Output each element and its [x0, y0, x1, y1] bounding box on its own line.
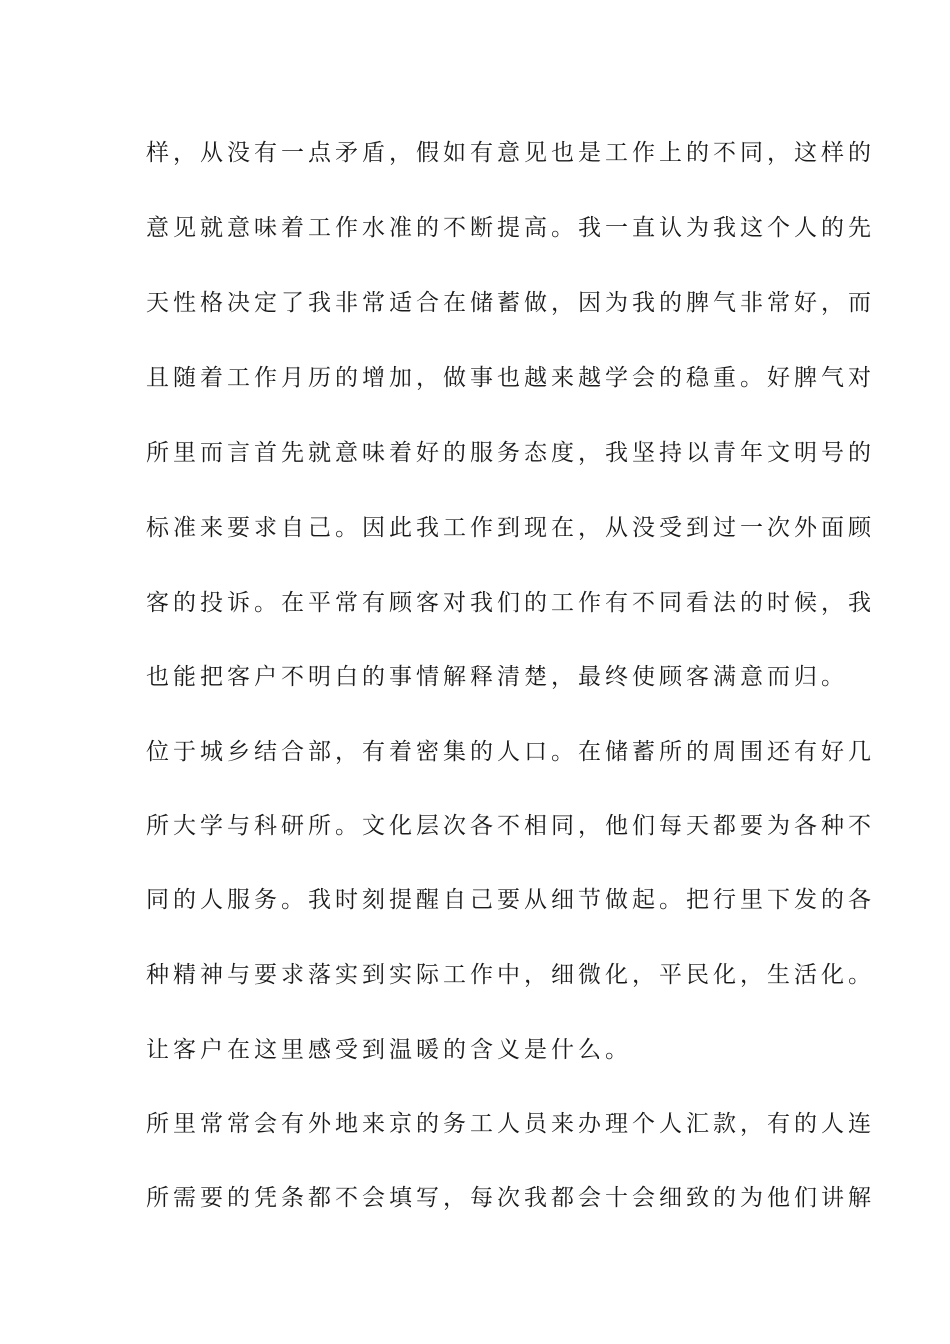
- text-line-10: 所大学与科研所。文化层次各不相同，他们每天都要为各种不: [146, 813, 875, 839]
- text-line-1: 样，从没有一点矛盾，假如有意见也是工作上的不同，这样的: [146, 140, 875, 166]
- text-line-11: 同的人服务。我时刻提醒自己要从细节做起。把行里下发的各: [146, 887, 875, 913]
- text-line-8: 也能把客户不明白的事情解释清楚，最终使顾客满意而归。: [146, 664, 848, 690]
- text-line-14: 所里常常会有外地来京的务工人员来办理个人汇款，有的人连: [146, 1111, 875, 1137]
- text-line-7: 客的投诉。在平常有顾客对我们的工作有不同看法的时候，我: [146, 590, 875, 616]
- text-line-2: 意见就意味着工作水准的不断提高。我一直认为我这个人的先: [146, 215, 875, 241]
- text-line-6: 标准来要求自己。因此我工作到现在，从没受到过一次外面顾: [146, 515, 875, 541]
- text-line-5: 所里而言首先就意味着好的服务态度，我坚持以青年文明号的: [146, 440, 875, 466]
- text-line-9: 位于城乡结合部，有着密集的人口。在储蓄所的周围还有好几: [146, 739, 875, 765]
- text-line-4: 且随着工作月历的增加，做事也越来越学会的稳重。好脾气对: [146, 365, 875, 391]
- text-line-12: 种精神与要求落实到实际工作中，细微化，平民化，生活化。: [146, 962, 875, 988]
- text-line-3: 天性格决定了我非常适合在储蓄做，因为我的脾气非常好，而: [146, 290, 875, 316]
- text-line-13: 让客户在这里感受到温暖的含义是什么。: [146, 1037, 632, 1063]
- text-line-15: 所需要的凭条都不会填写，每次我都会十会细致的为他们讲解: [146, 1185, 875, 1211]
